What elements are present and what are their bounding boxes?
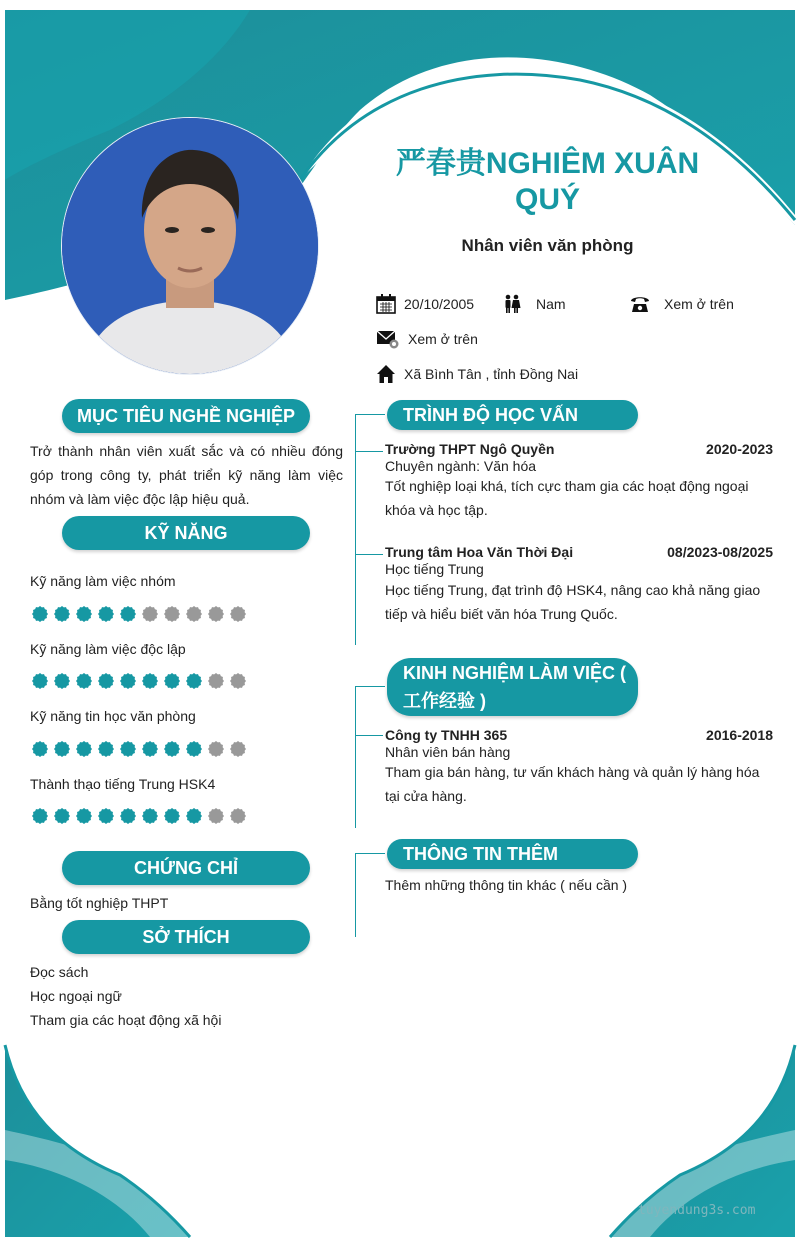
hobby-item: Đọc sách: [30, 964, 89, 980]
skill-label-3: Kỹ năng tin học văn phòng: [30, 708, 196, 724]
skill-dot-empty: [208, 741, 224, 757]
skill-rating-1: [32, 606, 246, 622]
phone-icon: [630, 294, 650, 314]
email-value: Xem ở trên: [408, 331, 478, 347]
skill-rating-3: [32, 741, 246, 757]
education-entry-tick: [355, 451, 383, 452]
profile-photo: [62, 118, 318, 374]
education-timeline: [355, 414, 356, 645]
skill-rating-4: [32, 808, 246, 824]
skill-label-1: Kỹ năng làm việc nhóm: [30, 573, 176, 589]
skill-dot-empty: [208, 673, 224, 689]
skill-dot-empty: [230, 808, 246, 824]
calendar-icon: [376, 294, 396, 314]
skill-dot-filled: [76, 673, 92, 689]
skill-dot-filled: [186, 673, 202, 689]
skill-dot-filled: [54, 808, 70, 824]
skill-dot-filled: [32, 741, 48, 757]
education-desc-2: Học tiếng Trung, đạt trình độ HSK4, nâng cao khả năng giao tiếp và hiểu biết văn hóa Trung Quốc.: [385, 582, 761, 622]
skill-dot-filled: [54, 741, 70, 757]
skill-rating-2: [32, 673, 246, 689]
email-icon: [376, 329, 400, 349]
experience-heading-line1: KINH NGHIỆM LÀM VIỆC (: [403, 663, 626, 683]
hobby-item: Tham gia các hoạt động xã hội: [30, 1012, 222, 1028]
email-info: [376, 329, 478, 349]
skill-dot-filled: [98, 808, 114, 824]
certificates-heading: CHỨNG CHỈ: [62, 851, 310, 885]
education-school-2: Trung tâm Hoa Văn Thời Đại: [385, 544, 574, 560]
skill-dot-filled: [164, 741, 180, 757]
skill-dot-filled: [76, 606, 92, 622]
birthday-value: 20/10/2005: [404, 296, 475, 312]
education-date-2: 08/2023-08/2025: [667, 544, 773, 560]
skill-dot-filled: [186, 808, 202, 824]
extra-heading: THÔNG TIN THÊM: [387, 839, 638, 869]
skill-dot-filled: [76, 741, 92, 757]
education-heading: TRÌNH ĐỘ HỌC VẤN: [387, 400, 638, 430]
experience-desc-1: Tham gia bán hàng, tư vấn khách hàng và quản lý hàng hóa tại cửa hàng.: [385, 764, 760, 804]
skill-dot-filled: [98, 606, 114, 622]
skill-dot-filled: [120, 606, 136, 622]
objective-heading: MỤC TIÊU NGHỀ NGHIỆP: [62, 399, 310, 433]
certificate-item: Bằng tốt nghiệp THPT: [30, 895, 169, 911]
skill-dot-filled: [142, 673, 158, 689]
skill-dot-empty: [208, 808, 224, 824]
experience-heading-line2: 工作经验 ): [403, 691, 486, 711]
person-portrait-icon: [62, 118, 318, 374]
skill-dot-filled: [164, 808, 180, 824]
skill-dot-filled: [32, 673, 48, 689]
skill-dot-empty: [186, 606, 202, 622]
education-school-1: Trường THPT Ngô Quyền: [385, 441, 555, 457]
home-icon: [376, 364, 396, 384]
skill-dot-filled: [98, 673, 114, 689]
education-date-1: 2020-2023: [706, 441, 773, 457]
experience-company-1: Công ty TNHH 365: [385, 727, 508, 743]
skill-dot-filled: [120, 808, 136, 824]
birthday-info: [376, 294, 474, 314]
name-vietnamese: NGHIÊM XUÂN: [485, 147, 700, 180]
experience-role-1: Nhân viên bán hàng: [385, 744, 511, 760]
skill-label-2: Kỹ năng làm việc độc lập: [30, 641, 186, 657]
experience-heading: [387, 658, 638, 716]
skills-heading: KỸ NĂNG: [62, 516, 310, 550]
skill-dot-filled: [120, 673, 136, 689]
phone-info: [630, 294, 734, 314]
full-name: [360, 146, 735, 218]
education-desc-1: Tốt nghiệp loại khá, tích cực tham gia các hoạt động ngoại khóa và học tập.: [385, 478, 749, 518]
address-value: Xã Bình Tân , tỉnh Đồng Nai: [404, 366, 579, 382]
gender-value: Nam: [536, 296, 566, 312]
skill-dot-empty: [230, 673, 246, 689]
hobbies-heading: SỞ THÍCH: [62, 920, 310, 954]
skill-dot-empty: [142, 606, 158, 622]
address-info: [376, 364, 578, 384]
skill-dot-filled: [142, 808, 158, 824]
gender-info: [502, 294, 566, 314]
extra-timeline: [355, 853, 356, 937]
skill-dot-empty: [208, 606, 224, 622]
extra-text: Thêm những thông tin khác ( nếu cần ): [385, 877, 628, 893]
phone-value: Xem ở trên: [664, 296, 734, 312]
hobby-item: Học ngoại ngữ: [30, 988, 122, 1004]
skill-dot-filled: [32, 606, 48, 622]
skill-dot-filled: [120, 741, 136, 757]
skill-dot-empty: [230, 606, 246, 622]
skill-dot-filled: [54, 673, 70, 689]
experience-entry-tick: [355, 735, 383, 736]
education-major-1: Chuyên ngành: Văn hóa: [385, 458, 537, 474]
skill-dot-filled: [186, 741, 202, 757]
watermark: tuyendung3s.com: [638, 1203, 756, 1218]
extra-tick: [355, 853, 385, 854]
job-position: Nhân viên văn phòng: [461, 236, 634, 255]
experience-timeline: [355, 686, 356, 828]
education-major-2: Học tiếng Trung: [385, 561, 484, 577]
gender-icon: [502, 294, 522, 314]
skill-dot-filled: [164, 673, 180, 689]
skill-dot-empty: [230, 741, 246, 757]
skill-dot-filled: [32, 808, 48, 824]
skill-dot-empty: [164, 606, 180, 622]
skill-dot-filled: [142, 741, 158, 757]
name-vietnamese-line2: QUÝ: [514, 183, 580, 216]
name-chinese: 严春贵: [395, 147, 486, 180]
education-tick: [355, 414, 385, 415]
skill-dot-filled: [98, 741, 114, 757]
skill-dot-filled: [76, 808, 92, 824]
skill-dot-filled: [54, 606, 70, 622]
objective-text: Trở thành nhân viên xuất sắc và có nhiều đóng góp trong công ty, phát triển kỹ năng làm việc nhóm và làm việc độc lập hiệu quả.: [30, 443, 343, 507]
experience-tick: [355, 686, 385, 687]
education-entry-tick: [355, 554, 383, 555]
skill-label-4: Thành thạo tiếng Trung HSK4: [30, 776, 216, 792]
experience-date-1: 2016-2018: [706, 727, 773, 743]
